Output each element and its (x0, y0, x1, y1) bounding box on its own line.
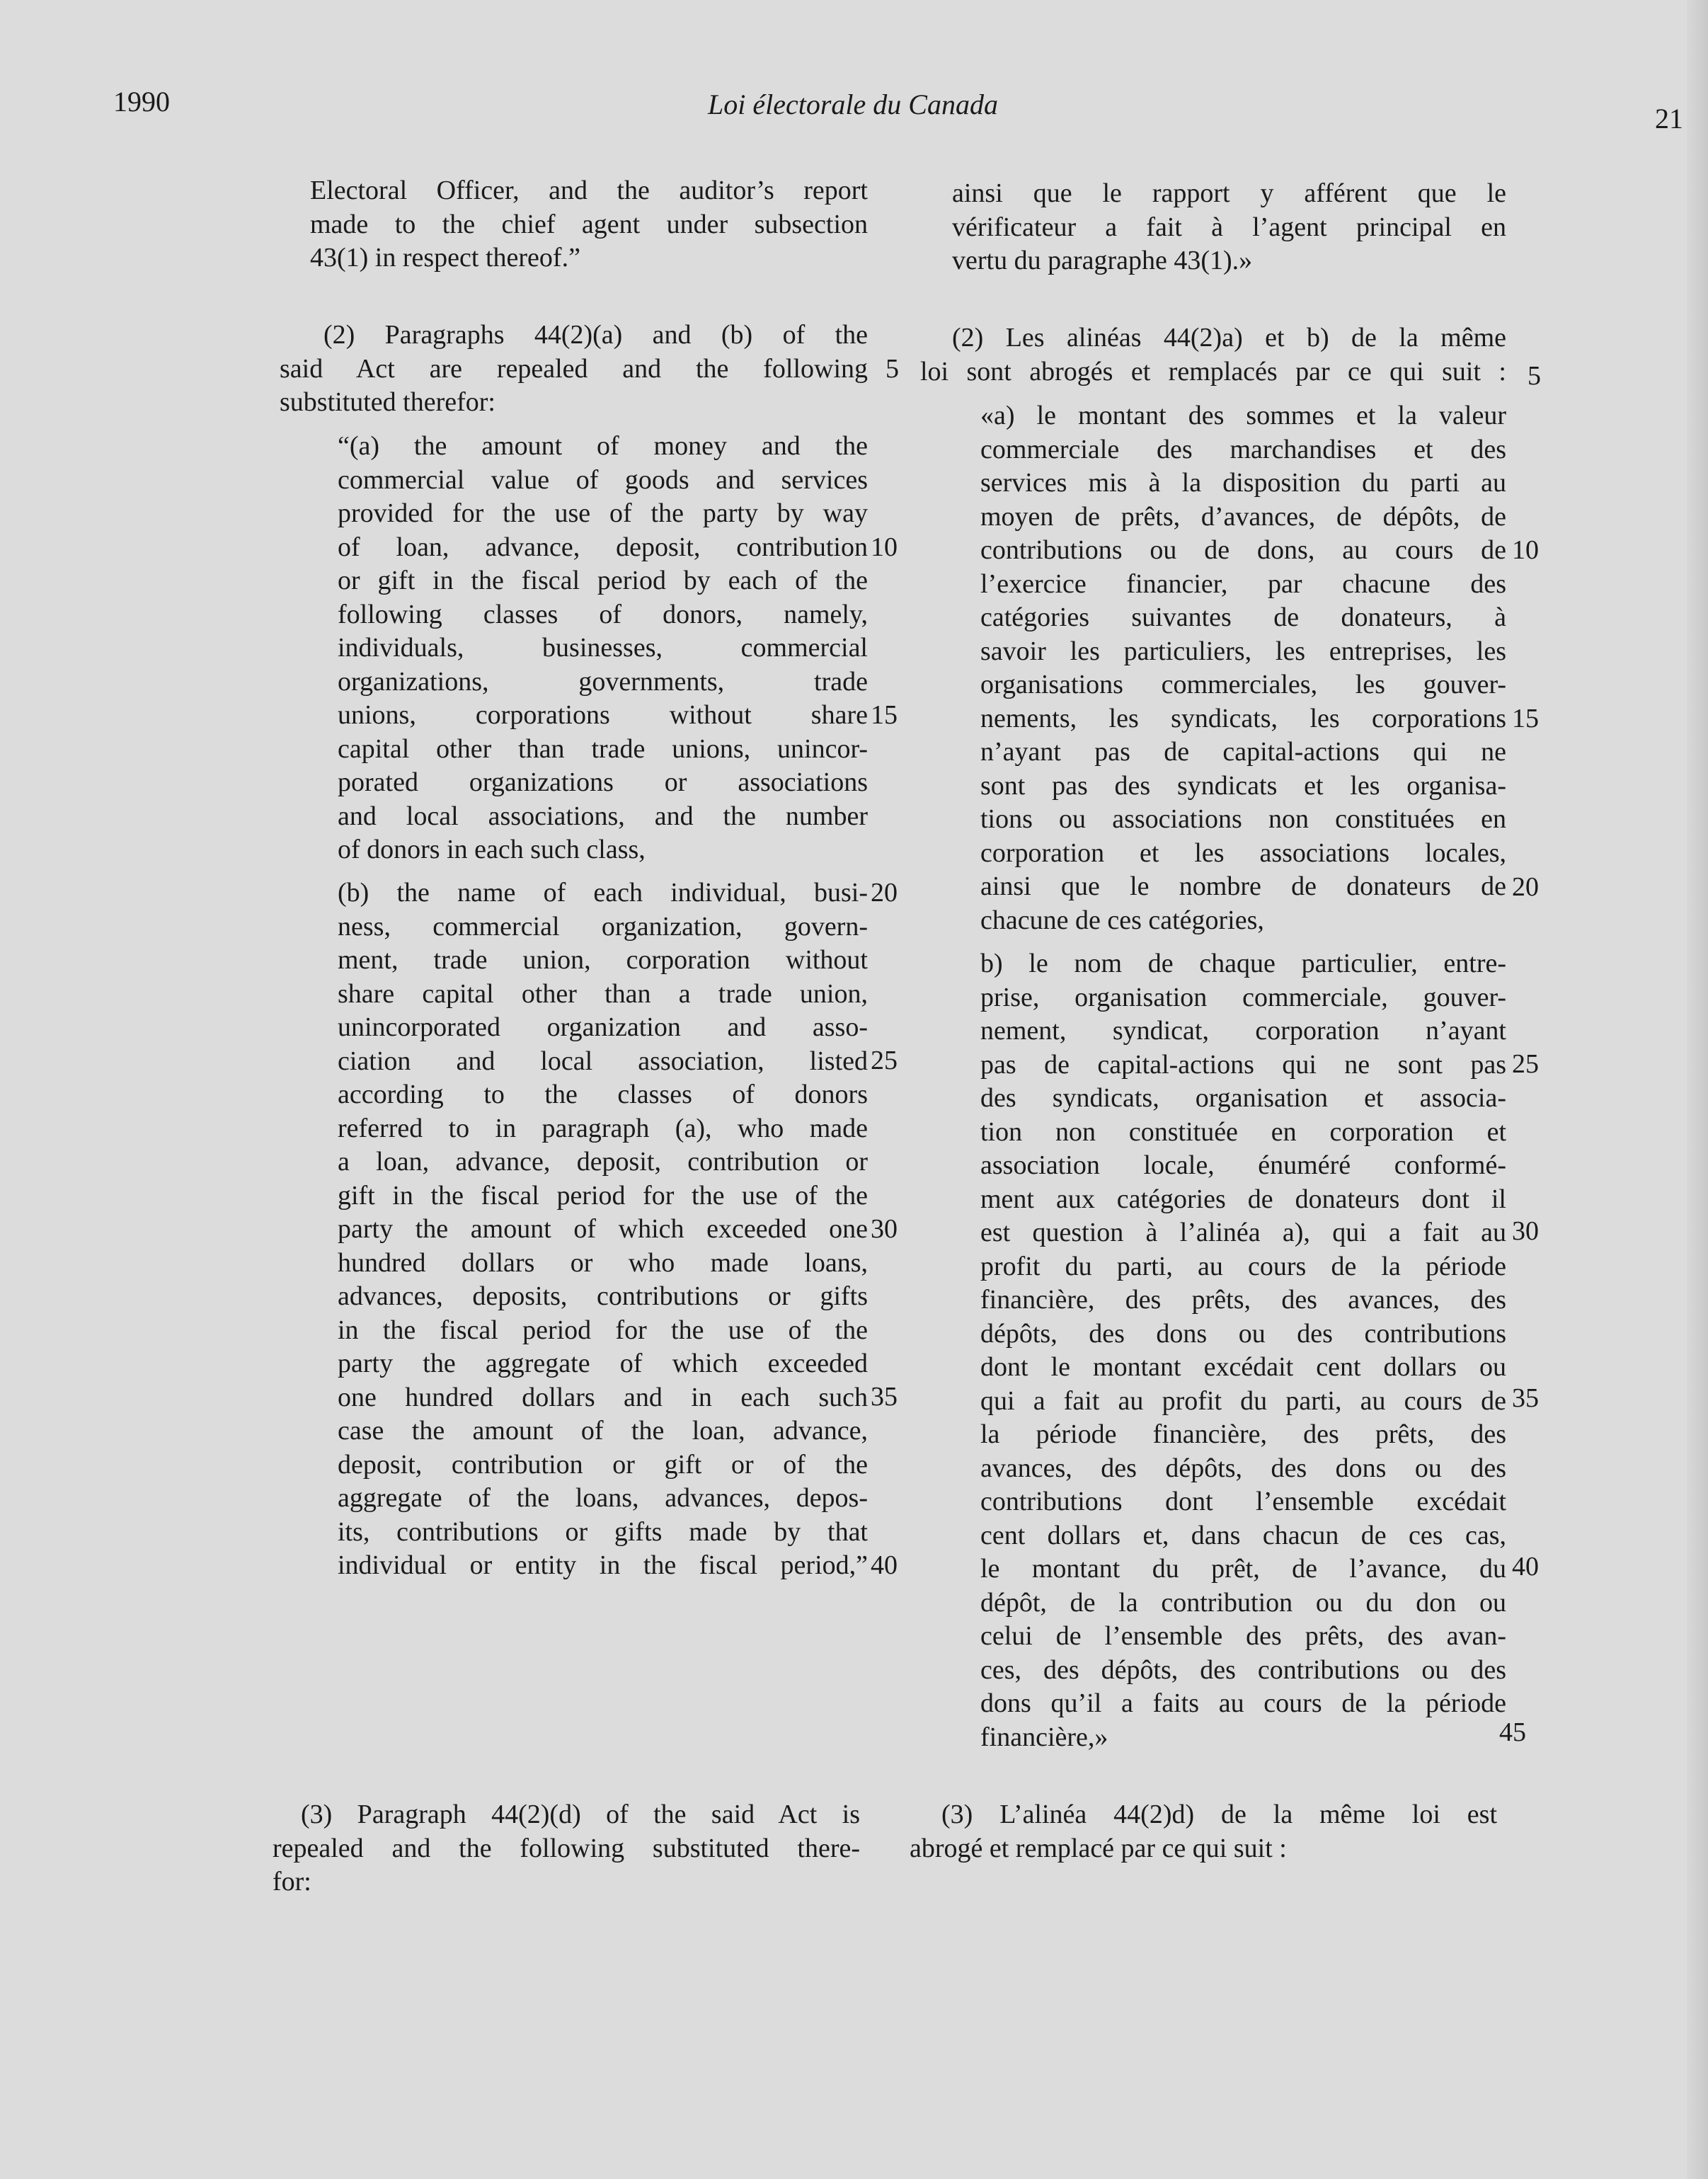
french-subsection-3 (910, 1798, 1497, 1865)
text-line: pas de capital-actions qui ne sont pas (980, 1049, 1506, 1080)
text-line: made to the chief agent under subsection (310, 209, 868, 239)
french-paragraph-a (980, 399, 1506, 937)
text-line: la période financière, des prêts, des (980, 1419, 1506, 1449)
text-line: individual or entity in the fiscal period,” (338, 1550, 868, 1580)
text-line: tion non constituée en corporation et (980, 1116, 1506, 1147)
french-paragraph-b (980, 947, 1506, 1754)
text-line: contributions dont l’ensemble excédait (980, 1487, 1506, 1516)
text-line: hundred dollars or who made loans, (338, 1247, 868, 1278)
text-line: financière, des prêts, des avances, des (980, 1285, 1506, 1315)
text-line: abrogé et remplacé par ce qui suit : (910, 1833, 1287, 1863)
line-number: 30 (871, 1214, 898, 1244)
text-line: in the fiscal period for the use of the (338, 1315, 868, 1345)
text-line: ces, des dépôts, des contributions ou des (980, 1654, 1506, 1685)
text-line: est question à l’alinéa a), qui a fait au (980, 1218, 1506, 1247)
english-subsection-2 (280, 319, 868, 420)
text-line: unincorporated organization and asso- (338, 1012, 868, 1042)
text-line: of loan, advance, deposit, contribution (338, 532, 868, 562)
text-line: (b) the name of each individual, busi- (338, 878, 868, 908)
english-paragraph-a (338, 430, 868, 867)
text-line: des syndicats, organisation et associa- (980, 1083, 1506, 1113)
text-line: ment aux catégories de donateurs dont il (980, 1184, 1506, 1214)
text-line: commerciale des marchandises et des (980, 434, 1506, 464)
text-line: party the aggregate of which exceeded (338, 1349, 868, 1378)
text-line: aggregate of the loans, advances, depos- (338, 1483, 868, 1513)
text-line: ainsi que le rapport y afférent que le (952, 178, 1506, 208)
text-line: share capital other than a trade union, (338, 978, 868, 1009)
line-number: 15 (871, 700, 898, 730)
text-line: dépôt, de la contribution ou du don ou (980, 1587, 1506, 1618)
text-line: porated organizations or associations (338, 767, 868, 797)
line-number: 40 (871, 1550, 898, 1580)
french-intro-paragraph (952, 177, 1506, 278)
text-line: according to the classes of donors (338, 1080, 868, 1109)
text-line: gift in the fiscal period for the use of the (338, 1180, 868, 1211)
text-line: chacune de ces catégories, (980, 905, 1264, 935)
line-number: 45 (1499, 1717, 1526, 1747)
text-line: financière,» (980, 1722, 1108, 1752)
line-number: 25 (871, 1046, 898, 1075)
page-number: 21 (1655, 103, 1683, 135)
line-number: 20 (1512, 872, 1539, 902)
text-line: services mis à la disposition du parti au (980, 468, 1506, 498)
text-line: profit du parti, au cours de la période (980, 1251, 1506, 1281)
text-line: vertu du paragraphe 43(1).» (952, 246, 1253, 275)
text-line: organisations commerciales, les gouver- (980, 670, 1506, 699)
text-line: case the amount of the loan, advance, (338, 1416, 868, 1446)
text-line: nements, les syndicats, les corporations (980, 703, 1506, 733)
text-line: vérificateur a fait à l’agent principal en (952, 212, 1506, 242)
text-line: catégories suivantes de donateurs, à (980, 602, 1506, 632)
text-line: organizations, governments, trade (338, 666, 868, 697)
line-number: 25 (1512, 1049, 1539, 1079)
text-line: cent dollars et, dans chacun de ces cas, (980, 1520, 1506, 1550)
line-number: 40 (1512, 1552, 1539, 1582)
text-line: n’ayant pas de capital-actions qui ne (980, 737, 1506, 767)
text-line: association locale, énuméré conformé- (980, 1150, 1506, 1180)
line-number: 5 (1528, 361, 1541, 391)
text-line: of donors in each such class, (338, 835, 646, 864)
line-number: 10 (871, 532, 898, 562)
text-line: individuals, businesses, commercial (338, 633, 868, 663)
text-line: one hundred dollars and in each such (338, 1382, 868, 1412)
page-edge-shadow (1687, 0, 1708, 2179)
text-line: savoir les particuliers, les entreprises, les (980, 636, 1506, 666)
text-line: for: (273, 1867, 311, 1897)
text-line: unions, corporations without share (338, 700, 868, 730)
text-line: dons qu’il a faits au cours de la période (980, 1688, 1506, 1718)
text-line: dépôts, des dons ou des contributions (980, 1318, 1506, 1349)
text-line: 43(1) in respect thereof.” (310, 243, 580, 273)
text-line: substituted therefor: (280, 387, 495, 417)
text-line: “(a) the amount of money and the (338, 431, 868, 461)
text-line: following classes of donors, namely, (338, 599, 868, 629)
text-line: Electoral Officer, and the auditor’s report (310, 176, 868, 205)
text-line: (3) Paragraph 44(2)(d) of the said Act is (301, 1800, 860, 1829)
text-line: «a) le montant des sommes et la valeur (980, 401, 1506, 430)
english-paragraph-b (338, 876, 868, 1583)
line-number: 15 (1512, 704, 1539, 733)
text-line: tions ou associations non constituées en (980, 804, 1506, 834)
line-number: 5 (885, 354, 899, 384)
text-line: party the amount of which exceeded one (338, 1214, 868, 1244)
line-number: 35 (1512, 1383, 1539, 1413)
line-number: 35 (871, 1382, 898, 1412)
text-line: its, contributions or gifts made by that (338, 1516, 868, 1547)
text-line: commercial value of goods and services (338, 464, 868, 495)
english-intro-paragraph (310, 174, 868, 275)
line-number: 10 (1512, 535, 1539, 565)
text-line: (2) Les alinéas 44(2)a) et b) de la même (952, 323, 1506, 353)
text-line: avances, des dépôts, des dons ou des (980, 1453, 1506, 1483)
text-line: qui a fait au profit du parti, au cours de (980, 1385, 1506, 1416)
line-number: 20 (871, 878, 898, 908)
text-line: ment, trade union, corporation without (338, 945, 868, 975)
text-line: ainsi que le nombre de donateurs de (980, 871, 1506, 901)
header-title: Loi électorale du Canada (708, 88, 998, 120)
text-line: celui de l’ensemble des prêts, des avan- (980, 1621, 1506, 1651)
line-number: 30 (1512, 1216, 1539, 1246)
text-line: loi sont abrogés et remplacés par ce qui suit : (920, 356, 1506, 387)
text-line: (2) Paragraphs 44(2)(a) and (b) of the (323, 320, 868, 350)
french-subsection-2 (920, 321, 1506, 389)
text-line: ciation and local association, listed (338, 1046, 868, 1076)
text-line: provided for the use of the party by way (338, 498, 868, 528)
text-line: referred to in paragraph (a), who made (338, 1113, 868, 1143)
english-subsection-3 (273, 1798, 860, 1899)
text-line: (3) L’alinéa 44(2)d) de la même loi est (941, 1800, 1497, 1829)
text-line: nement, syndicat, corporation n’ayant (980, 1016, 1506, 1046)
text-line: advances, deposits, contributions or gifts (338, 1281, 868, 1311)
text-line: l’exercice financier, par chacune des (980, 568, 1506, 599)
text-line: moyen de prêts, d’avances, de dépôts, de (980, 501, 1506, 532)
text-line: said Act are repealed and the following (280, 353, 868, 384)
text-line: dont le montant excédait cent dollars ou (980, 1352, 1506, 1382)
text-line: contributions ou de dons, au cours de (980, 535, 1506, 565)
text-line: capital other than trade unions, unincor- (338, 733, 868, 764)
text-line: a loan, advance, deposit, contribution or (338, 1147, 868, 1177)
text-line: b) le nom de chaque particulier, entre- (980, 949, 1506, 978)
header-year: 1990 (113, 86, 170, 118)
text-line: corporation et les associations locales, (980, 837, 1506, 868)
text-line: deposit, contribution or gift or of the (338, 1449, 868, 1480)
text-line: ness, commercial organization, govern- (338, 911, 868, 942)
text-line: le montant du prêt, de l’avance, du (980, 1554, 1506, 1584)
text-line: and local associations, and the number (338, 801, 868, 831)
text-line: prise, organisation commerciale, gouver- (980, 982, 1506, 1012)
text-line: repealed and the following substituted there- (273, 1833, 860, 1863)
text-line: or gift in the fiscal period by each of the (338, 566, 868, 595)
text-line: sont pas des syndicats et les organisa- (980, 770, 1506, 801)
